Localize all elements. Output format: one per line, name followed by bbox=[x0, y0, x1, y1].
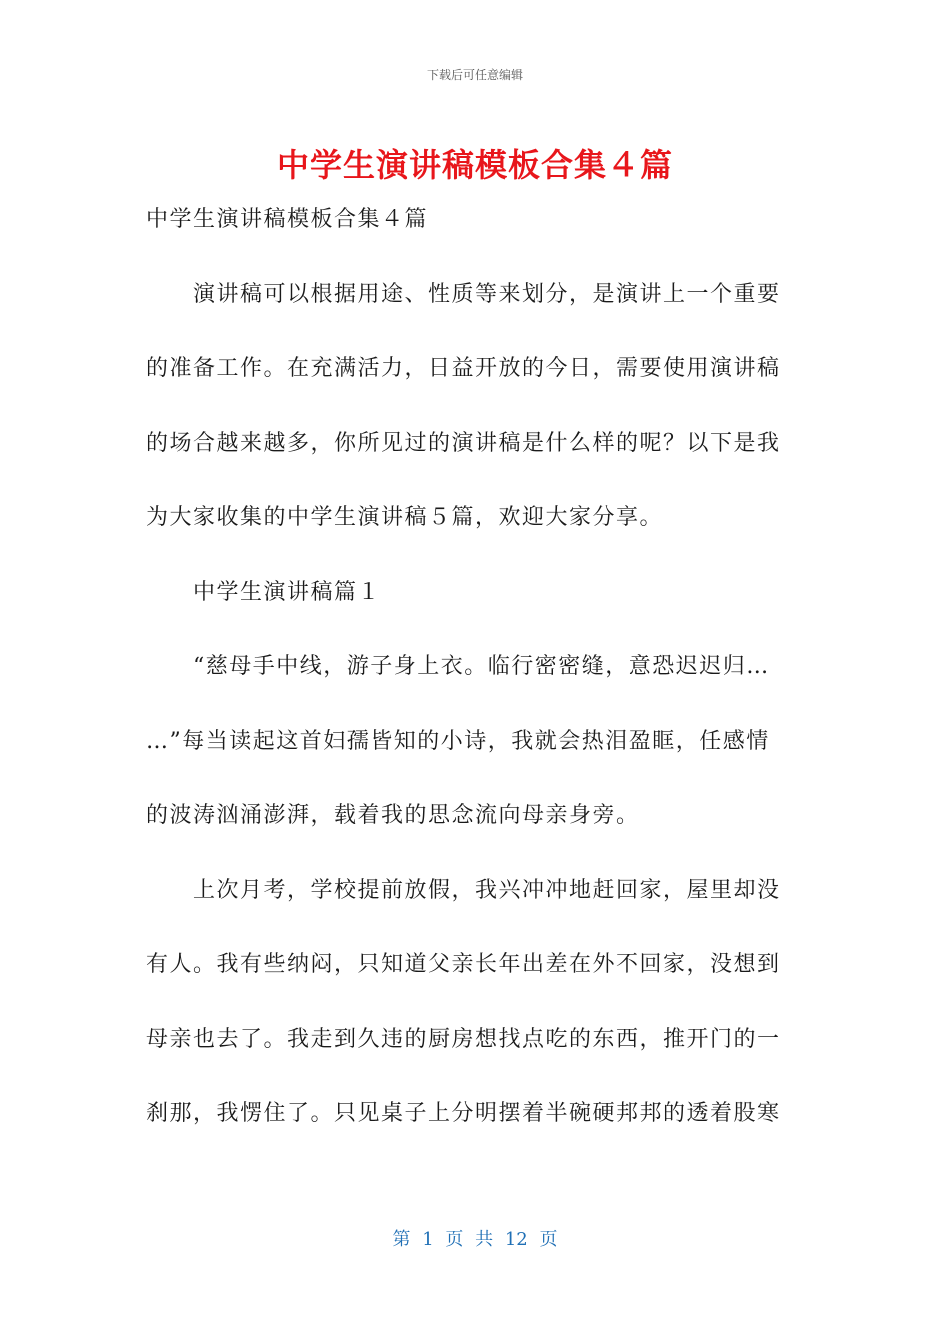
page-number-footer: 第 1 页 共 12 页 bbox=[392, 1229, 558, 1250]
page-header-note: 下载后可任意编辑 bbox=[426, 68, 523, 82]
body-line: 的准备工作。在充满活力，日益开放的今日，需要使用演讲稿 bbox=[146, 356, 781, 381]
body-line: 母亲也去了。我走到久违的厨房想找点吃的东西，推开门的一 bbox=[146, 1026, 781, 1052]
body-line: 的场合越来越多，你所见过的演讲稿是什么样的呢？以下是我 bbox=[146, 430, 781, 456]
document-title: 中学生演讲稿模板合集４篇 bbox=[276, 146, 673, 184]
document-body bbox=[146, 195, 796, 1164]
body-line: 有人。我有些纳闷，只知道父亲长年出差在外不回家，没想到 bbox=[146, 952, 781, 977]
body-line: “慈母手中线，游子身上衣。临行密密缝，意恐迟迟归… bbox=[193, 654, 770, 679]
body-line: 中学生演讲稿模板合集４篇 bbox=[146, 207, 429, 232]
body-line: 为大家收集的中学生演讲稿５篇，欢迎大家分享。 bbox=[146, 505, 664, 530]
body-line: 刹那，我愣住了。只见桌子上分明摆着半碗硬邦邦的透着股寒 bbox=[146, 1101, 781, 1126]
body-line: 的波涛汹涌澎湃，载着我的思念流向母亲身旁。 bbox=[146, 803, 640, 828]
body-line: …”每当读起这首妇孺皆知的小诗，我就会热泪盈眶，任感情 bbox=[146, 728, 770, 754]
body-line: 演讲稿可以根据用途、性质等来划分，是演讲上一个重要 bbox=[193, 281, 781, 307]
body-line: 中学生演讲稿篇１ bbox=[193, 579, 382, 605]
body-line: 上次月考，学校提前放假，我兴冲冲地赶回家，屋里却没 bbox=[193, 877, 781, 903]
